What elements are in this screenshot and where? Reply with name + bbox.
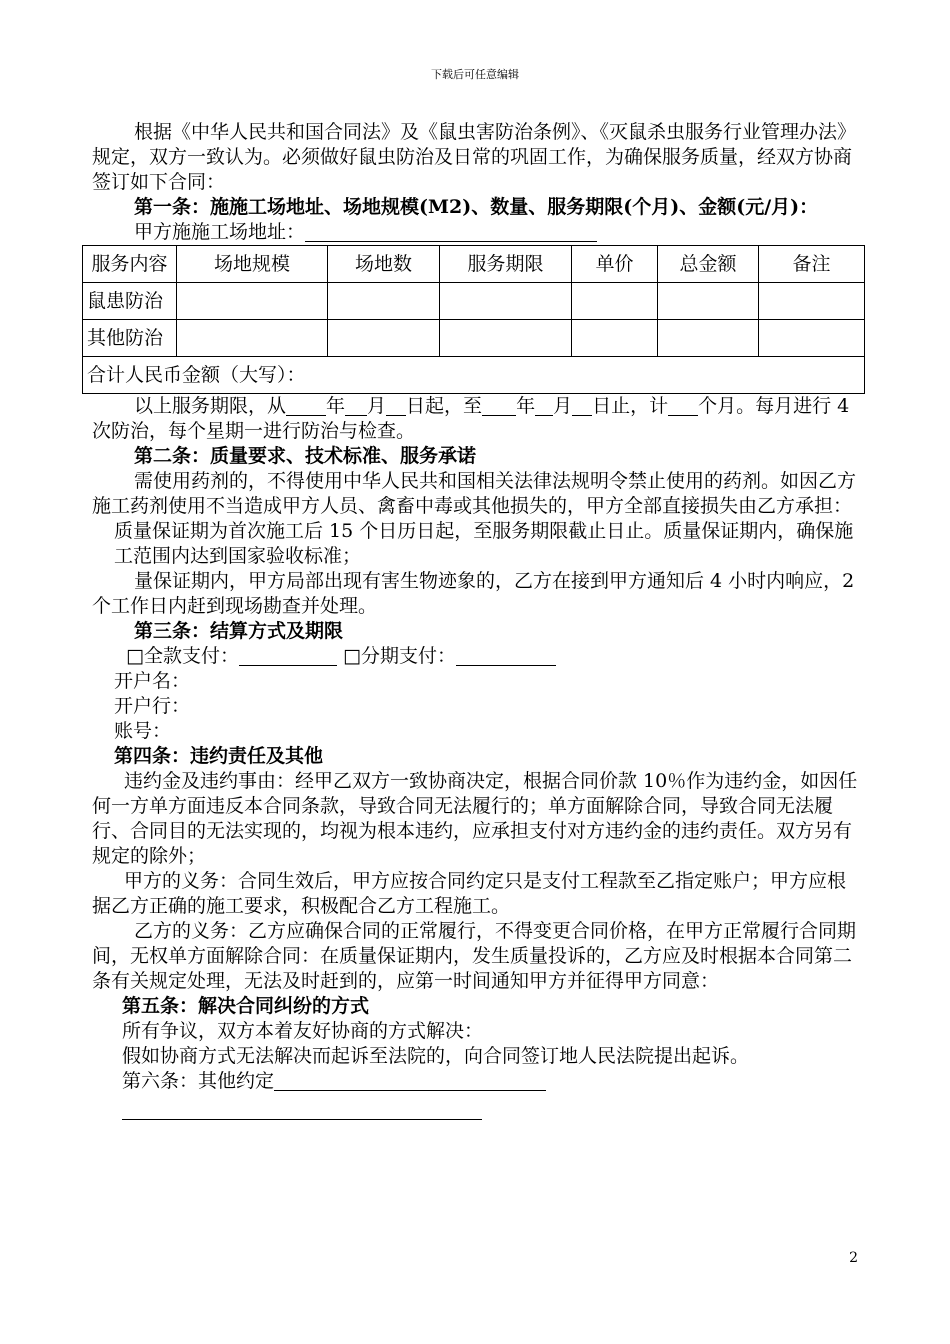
period-blank[interactable] — [668, 396, 698, 416]
article-2-paragraph-2: 质量保证期为首次施工后 15 个日历日起，至服务期限截止日止。质量保证期内，确保施工范围内达到国家验收标准； — [114, 520, 854, 567]
article-5-title: 第五条：解决合同纠纷的方式 — [122, 995, 370, 1017]
period-blank[interactable] — [345, 396, 367, 416]
period-blank[interactable] — [572, 396, 592, 416]
article-1-title: 第一条：施施工场地址、场地规模(M2)、数量、服务期限(个月)、金额(元/月)： — [134, 196, 819, 218]
table-cell: 鼠患防治 — [83, 283, 177, 320]
period-text: 以上服务期限，从 — [134, 395, 287, 417]
table-header-cell: 场地数 — [328, 246, 440, 283]
table-cell[interactable] — [572, 320, 658, 357]
full-payment-checkbox[interactable]: □全款支付： — [126, 645, 239, 667]
site-address-line — [92, 220, 858, 245]
payment-options — [92, 644, 858, 669]
period-blank[interactable] — [535, 396, 553, 416]
table-total-row — [83, 357, 865, 394]
table-header-cell: 备注 — [759, 246, 865, 283]
article-4-paragraph-3: 乙方的义务：乙方应确保合同的正常履行，不得变更合同价格，在甲方正常履行合同期间，无权单方面解除合同：在质量保证期内，发生质量投诉的，乙方应及时根据本合同第二条有关规定处理，无法及时赶到的，应第一时间通知甲方并征得甲方同意： — [92, 920, 857, 992]
article-6-continuation — [92, 1098, 858, 1123]
article-6-blank[interactable] — [274, 1071, 546, 1091]
period-text: 个月。每月进行 4 次防治，每个星期一进行防治与检查。 — [92, 395, 850, 442]
period-blank[interactable] — [286, 396, 326, 416]
account-number-line: 账号： — [114, 720, 172, 742]
table-cell[interactable] — [328, 320, 440, 357]
period-text: 日起，至 — [406, 395, 483, 417]
period-text: 日止，计 — [592, 395, 669, 417]
installment-payment-blank[interactable] — [456, 646, 556, 666]
article-6-blank-2[interactable] — [122, 1100, 482, 1120]
service-table — [82, 245, 865, 394]
table-cell[interactable] — [328, 283, 440, 320]
period-blank[interactable] — [482, 396, 516, 416]
article-6-line — [92, 1069, 858, 1094]
account-name-line: 开户名： — [114, 670, 191, 692]
table-cell[interactable] — [759, 320, 865, 357]
table-cell[interactable] — [177, 283, 328, 320]
table-header-row — [83, 246, 865, 283]
article-5-paragraph-2: 假如协商方式无法解决而起诉至法院的，向合同签订地人民法院提出起诉。 — [122, 1045, 750, 1067]
table-cell[interactable] — [440, 283, 572, 320]
table-header-cell: 单价 — [572, 246, 658, 283]
period-text: 年 — [516, 395, 536, 417]
page-number: 2 — [849, 1250, 858, 1266]
table-header-cell: 服务期限 — [440, 246, 572, 283]
article-4-paragraph-1: 违约金及违约事由：经甲乙双方一致协商决定，根据合同价款 10％作为违约金，如因任何一方单方面违反本合同条款，导致合同无法履行的；单方面解除合同，导致合同无法履行、合同目的无法实现的，均视为根本违约，应承担支付对方违约金的违约责任。双方另有规定的除外； — [92, 770, 858, 867]
article-3-title: 第三条：结算方式及期限 — [134, 620, 344, 642]
table-total-cell[interactable]: 合计人民币金额（大写）： — [83, 357, 865, 394]
period-blank[interactable] — [386, 396, 406, 416]
table-cell[interactable] — [440, 320, 572, 357]
table-cell[interactable] — [658, 320, 759, 357]
table-cell[interactable] — [572, 283, 658, 320]
period-text: 月 — [367, 395, 387, 417]
period-text: 月 — [553, 395, 573, 417]
installment-payment-checkbox[interactable]: □分期支付： — [343, 645, 456, 667]
bank-line: 开户行： — [114, 695, 191, 717]
table-header-cell: 服务内容 — [83, 246, 177, 283]
table-cell: 其他防治 — [83, 320, 177, 357]
table-header-cell: 场地规模 — [177, 246, 328, 283]
article-4-title: 第四条：违约责任及其他 — [114, 745, 324, 767]
service-period-paragraph — [92, 394, 858, 444]
article-2-title: 第二条：质量要求、技术标准、服务承诺 — [134, 445, 477, 467]
article-6-label: 第六条：其他约定 — [122, 1070, 275, 1092]
page-header: 下载后可任意编辑 — [431, 68, 519, 81]
site-address-label: 甲方施施工场地址： — [134, 221, 306, 243]
table-cell[interactable] — [658, 283, 759, 320]
table-header-cell: 总金额 — [658, 246, 759, 283]
contract-body — [87, 120, 858, 1123]
table-row — [83, 283, 865, 320]
article-2-paragraph-3: 量保证期内，甲方局部出现有害生物迹象的，乙方在接到甲方通知后 4 小时内响应，2 个工作日内赶到现场勘查并处理。 — [92, 570, 855, 617]
period-text: 年 — [326, 395, 346, 417]
article-5-paragraph-1: 所有争议，双方本着友好协商的方式解决： — [122, 1020, 484, 1042]
full-payment-blank[interactable] — [239, 646, 337, 666]
table-cell[interactable] — [177, 320, 328, 357]
article-4-paragraph-2: 甲方的义务：合同生效后，甲方应按合同约定只是支付工程款至乙指定账户；甲方应根据乙方正确的施工要求，积极配合乙方工程施工。 — [92, 870, 847, 917]
site-address-blank[interactable] — [305, 222, 597, 242]
table-cell[interactable] — [759, 283, 865, 320]
article-2-paragraph-1: 需使用药剂的，不得使用中华人民共和国相关法律法规明令禁止使用的药剂。如因乙方施工药剂使用不当造成甲方人员、禽畜中毒或其他损失的，甲方全部直接损失由乙方承担： — [92, 470, 857, 517]
intro-paragraph: 根据《中华人民共和国合同法》及《鼠虫害防治条例》、《灭鼠杀虫服务行业管理办法》规定，双方一致认为。必须做好鼠虫防治及日常的巩固工作，为确保服务质量，经双方协商签订如下合同： — [92, 121, 857, 193]
table-row — [83, 320, 865, 357]
